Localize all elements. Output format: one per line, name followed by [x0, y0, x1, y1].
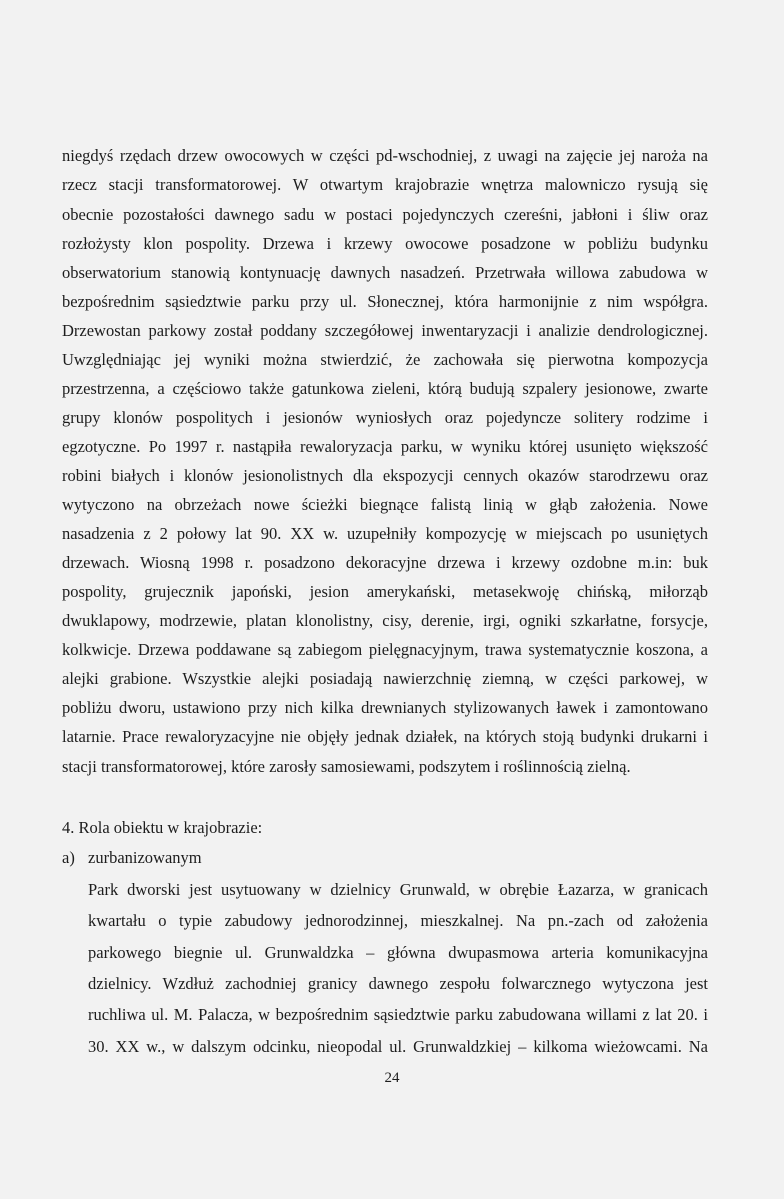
text-line: obecnie pozostałości dawnego sadu w postaci pojedynczych czereśni, jabłoni i śliw oraz: [62, 205, 708, 224]
text-line: ruchliwa ul. M. Palacza, w bezpośrednim sąsiedztwie parku zabudowana willami z lat 20. i: [88, 1005, 708, 1024]
text-line: rozłożysty klon pospolity. Drzewa i krzewy owocowe posadzone w pobliżu budynku: [62, 234, 708, 253]
text-line: grupy klonów pospolitych i jesionów wyniosłych oraz pojedyncze solitery rodzime i: [62, 408, 708, 427]
text-line: Drzewostan parkowy został poddany szczegółowej inwentaryzacji i analizie dendrologicznej.: [62, 321, 708, 340]
text-line: drzewach. Wiosną 1998 r. posadzono dekoracyjne drzewa i krzewy ozdobne m.in: buk: [62, 553, 708, 572]
text-line: kolkwicje. Drzewa poddawane są zabiegom pielęgnacyjnym, trawa systematycznie koszona, a: [62, 640, 708, 659]
text-line: latarnie. Prace rewaloryzacyjne nie objęły jednak działek, na których stoją budynki drukarni i: [62, 727, 708, 746]
text-line: Uwzględniając jej wyniki można stwierdzić, że zachowała się pierwotna kompozycja: [62, 350, 708, 369]
text-line: bezpośrednim sąsiedztwie parku przy ul. Słonecznej, która harmonijnie z nim współgra.: [62, 292, 708, 311]
text-line: obserwatorium stanowią kontynuację dawnych nasadzeń. Przetrwała willowa zabudowa w: [62, 263, 708, 282]
text-line: egzotyczne. Po 1997 r. nastąpiła rewaloryzacja parku, w wyniku której usunięto większość: [62, 437, 708, 456]
section-heading: 4. Rola obiektu w krajobrazie:: [62, 818, 263, 837]
list-marker: a): [62, 848, 75, 867]
text-line: dzielnicy. Wzdłuż zachodniej granicy dawnego zespołu folwarcznego wytyczona jest: [88, 974, 708, 993]
subsection-label: zurbanizowanym: [88, 848, 202, 867]
text-line: robini białych i klonów jesionolistnych dla ekspozycji cennych okazów starodrzewu oraz: [62, 466, 708, 485]
text-line: parkowego biegnie ul. Grunwaldzka – główna dwupasmowa arteria komunikacyjna: [88, 943, 708, 962]
text-line: pobliżu dworu, ustawiono przy nich kilka drewnianych stylizowanych ławek i zamontowano: [62, 698, 708, 717]
text-line: rzecz stacji transformatorowej. W otwartym krajobrazie wnętrza malowniczo rysują się: [62, 175, 708, 194]
text-line: Park dworski jest usytuowany w dzielnicy Grunwald, w obrębie Łazarza, w granicach: [88, 880, 708, 899]
page-number: 24: [384, 1070, 400, 1086]
text-line: alejki grabione. Wszystkie alejki posiadają nawierzchnię ziemną, w części parkowej, w: [62, 669, 708, 688]
text-line: niegdyś rzędach drzew owocowych w części pd-wschodniej, z uwagi na zajęcie jej naroża na: [62, 146, 708, 165]
text-line: pospolity, grujecznik japoński, jesion amerykański, metasekwoję chińską, miłorząb: [62, 582, 708, 601]
text-line: stacji transformatorowej, które zarosły samosiewami, podszytem i roślinnością zielną.: [62, 757, 631, 776]
text-line: przestrzenna, a częściowo także gatunkowa zieleni, którą budują szpalery jesionowe, zwarte: [62, 379, 708, 398]
text-line: nasadzenia z 2 połowy lat 90. XX w. uzupełniły kompozycję w miejscach po usuniętych: [62, 524, 708, 543]
text-line: wytyczono na obrzeżach nowe ścieżki biegnące falistą linią w głąb założenia. Nowe: [62, 495, 708, 514]
text-line: 30. XX w., w dalszym odcinku, nieopodal ul. Grunwaldzkiej – kilkoma wieżowcami. Na: [88, 1037, 708, 1056]
text-line: dwuklapowy, modrzewie, platan klonolistny, cisy, derenie, irgi, ogniki szkarłatne, forsycje,: [62, 611, 708, 630]
text-line: kwartału o typie zabudowy jednorodzinnej, mieszkalnej. Na pn.-zach od założenia: [88, 911, 708, 930]
